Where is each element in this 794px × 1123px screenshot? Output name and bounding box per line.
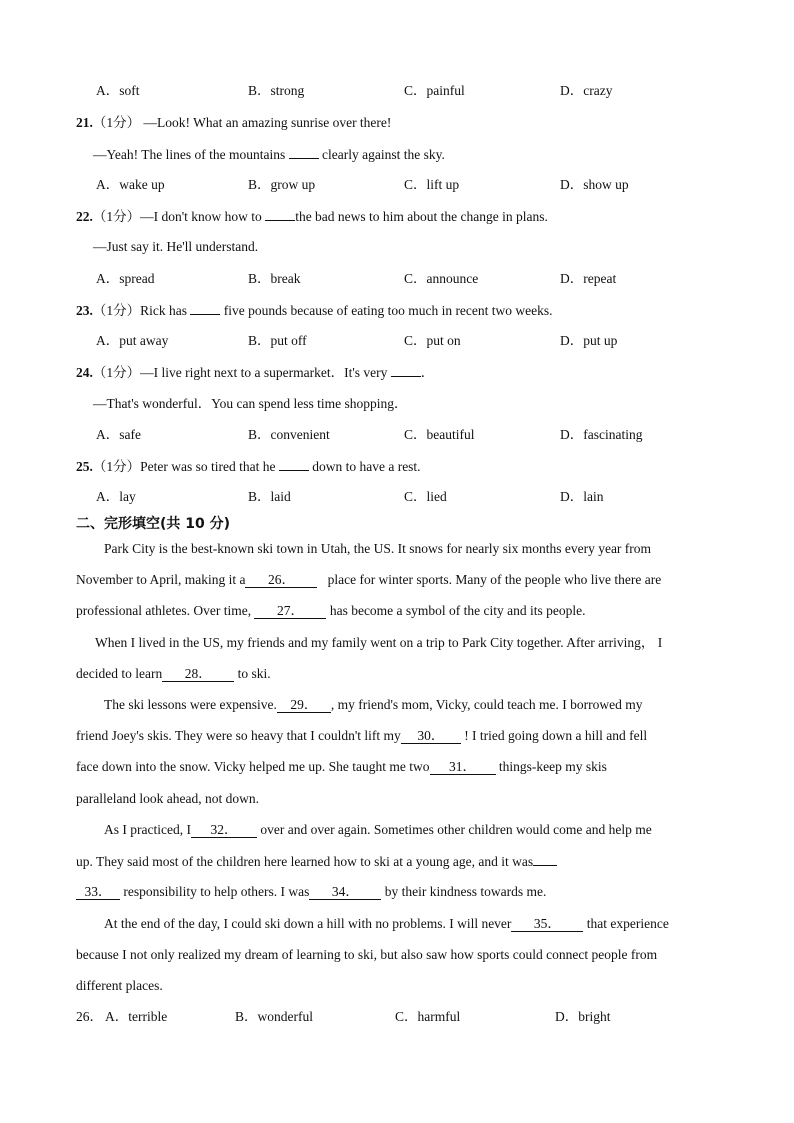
q25-texta: Peter was so tired that he: [140, 459, 279, 474]
q24-score: （1分）: [92, 365, 141, 380]
q23-score: （1分）: [92, 303, 141, 318]
q22-stem: [0, 205, 794, 227]
passage-text: The ski lessons were expensive.: [104, 697, 277, 712]
q26-option-d: D．bright: [555, 1009, 611, 1024]
q23-option-b: B．put off: [248, 333, 307, 348]
q25-blank: [279, 455, 309, 471]
passage-p1-line2: [76, 569, 661, 591]
q26-option-a: A．terrible: [105, 1009, 168, 1024]
q26-option-c: C．harmful: [395, 1009, 461, 1024]
q22-blank: [265, 205, 295, 221]
blank-32: 32．: [191, 822, 257, 838]
passage-p3-line1: [104, 694, 643, 716]
blank-35: 35．: [511, 916, 583, 932]
q22-text1b: the bad news to him about the change in plans.: [295, 209, 548, 224]
q21-score: （1分）: [92, 115, 141, 130]
q22-option-c: C．announce: [404, 271, 479, 286]
q22-option-b: B．break: [248, 271, 301, 286]
passage-p3-line2: [76, 725, 647, 747]
passage-text: decided to learn: [76, 666, 163, 681]
passage-text: At the end of the day, I could ski down a hill with no problems. I will never: [104, 916, 512, 931]
passage-text: , my friend's mom, Vicky, could teach me. I borrowed my: [330, 697, 643, 712]
q21-line2: [0, 143, 794, 165]
q25-option-c: C．lied: [404, 489, 447, 504]
passage-text: November to April, making it a: [76, 572, 246, 587]
q21-options: [0, 174, 794, 196]
blank-26: 26．: [245, 572, 317, 588]
passage-text: friend Joey's skis. They were so heavy that I couldn't lift my: [76, 728, 401, 743]
passage-p5-line3: different places.: [76, 978, 163, 993]
passage-text: by their kindness towards me.: [381, 884, 547, 899]
q25-stem: [0, 455, 794, 477]
passage-text: has become a symbol of the city and its people.: [326, 603, 586, 618]
q20-option-b: B．strong: [248, 83, 305, 98]
q26-options: [0, 1006, 794, 1028]
q22-option-a: A．spread: [96, 271, 155, 286]
passage-p4-line1: [104, 819, 652, 841]
passage-p3-line3: [76, 756, 607, 778]
q24-number: 24.: [76, 365, 93, 380]
q23-options: [0, 330, 794, 352]
q22-text1a: —I don't know how to: [140, 209, 266, 224]
q21-text2a: —Yeah! The lines of the mountains: [93, 147, 289, 162]
q25-options: [0, 486, 794, 508]
passage-text: over and over again. Sometimes other children would come and help me: [256, 822, 652, 837]
blank-34: 34．: [309, 884, 381, 900]
blank-27: 27．: [254, 603, 326, 619]
blank-29: 29．: [277, 697, 331, 713]
passage-p1-line3: [76, 600, 586, 622]
passage-text: ! I tried going down a hill and fell: [460, 728, 648, 743]
q25-number: 25.: [76, 459, 93, 474]
passage-p3-line4: paralleland look ahead, not down.: [76, 791, 259, 806]
q23-option-a: A．put away: [96, 333, 169, 348]
q25-option-b: B．laid: [248, 489, 291, 504]
q20-options: [0, 80, 794, 102]
q22-line2: [0, 236, 794, 258]
q23-option-c: C．put on: [404, 333, 461, 348]
q22-text2: —Just say it. He'll understand.: [93, 239, 259, 254]
blank-30: 30．: [401, 728, 461, 744]
q20-option-a: A．soft: [96, 83, 140, 98]
q25-score: （1分）: [92, 459, 141, 474]
q21-option-d: D．show up: [560, 177, 629, 192]
q21-option-a: A．wake up: [96, 177, 165, 192]
q24-options: [0, 424, 794, 446]
passage-text: professional athletes. Over time,: [76, 603, 255, 618]
q24-blank: [391, 361, 421, 377]
q23-number: 23.: [76, 303, 93, 318]
q24-line2: [0, 393, 794, 415]
blank-33: 33．: [76, 884, 120, 900]
passage-text: things-keep my skis: [495, 759, 607, 774]
q25-textb: down to have a rest.: [308, 459, 421, 474]
passage-text: place for winter sports. Many of the people who live there are: [327, 572, 662, 587]
q21-blank: [289, 143, 319, 159]
q22-option-d: D．repeat: [560, 271, 617, 286]
q20-option-d: D．crazy: [560, 83, 613, 98]
passage-text: to ski.: [234, 666, 271, 681]
q22-score: （1分）: [92, 209, 141, 224]
passage-p2-line2: [76, 663, 271, 685]
blank-31: 31．: [430, 759, 496, 775]
q26-option-b: B．wonderful: [235, 1009, 313, 1024]
passage-p4-line3: [76, 881, 546, 903]
q24-text2: —That's wonderful．You can spend less time shopping．: [93, 396, 408, 411]
q21-text2b: clearly against the sky.: [318, 147, 445, 162]
q22-options: [0, 268, 794, 290]
q24-option-c: C．beautiful: [404, 427, 475, 442]
q26-number: 26．: [76, 1009, 103, 1024]
passage-p2-line1: When I lived in the US, my friends and my family went on a trip to Park City together. After arriving， I: [95, 635, 663, 650]
q24-stem: [0, 361, 794, 383]
q24-option-a: A．safe: [96, 427, 141, 442]
q23-blank: [190, 299, 220, 315]
section-heading-cloze: 二、完形填空(共 10 分): [76, 516, 231, 532]
q21-option-c: C．lift up: [404, 177, 460, 192]
q24-option-d: D．fascinating: [560, 427, 643, 442]
q23-stem: [0, 299, 794, 321]
passage-text: up. They said most of the children here learned how to ski at a young age, and it was: [76, 854, 534, 869]
q22-number: 22.: [76, 209, 93, 224]
q21-stem: [0, 112, 794, 134]
q21-number: 21.: [76, 115, 93, 130]
passage-text: face down into the snow. Vicky helped me up. She taught me two: [76, 759, 430, 774]
q25-option-a: A．lay: [96, 489, 136, 504]
q20-option-c: C．painful: [404, 83, 465, 98]
q23-textb: five pounds because of eating too much in recent two weeks.: [220, 303, 553, 318]
passage-p5-line1: [104, 913, 669, 935]
q21-text: —Look! What an amazing sunrise over there!: [140, 115, 392, 130]
passage-p4-line2: [76, 850, 557, 873]
q21-option-b: B．grow up: [248, 177, 316, 192]
passage-p1-line1: Park City is the best-known ski town in Utah, the US. It snows for nearly six months every year from: [104, 541, 652, 556]
q25-option-d: D．lain: [560, 489, 604, 504]
blank-28: 28．: [162, 666, 234, 682]
q23-texta: Rick has: [140, 303, 191, 318]
passage-text: responsibility to help others. I was: [120, 884, 310, 899]
q24-option-b: B．convenient: [248, 427, 330, 442]
passage-p5-line2: because I not only realized my dream of learning to ski, but also saw how sports could connect people from: [76, 947, 658, 962]
passage-text: As I practiced, I: [104, 822, 191, 837]
q23-option-d: D．put up: [560, 333, 618, 348]
blank-33-lead: [533, 850, 557, 866]
q24-text1a: —I live right next to a supermarket．It's very: [140, 365, 391, 380]
q24-text1b: ．: [420, 365, 435, 380]
passage-text: that experience: [583, 916, 669, 931]
